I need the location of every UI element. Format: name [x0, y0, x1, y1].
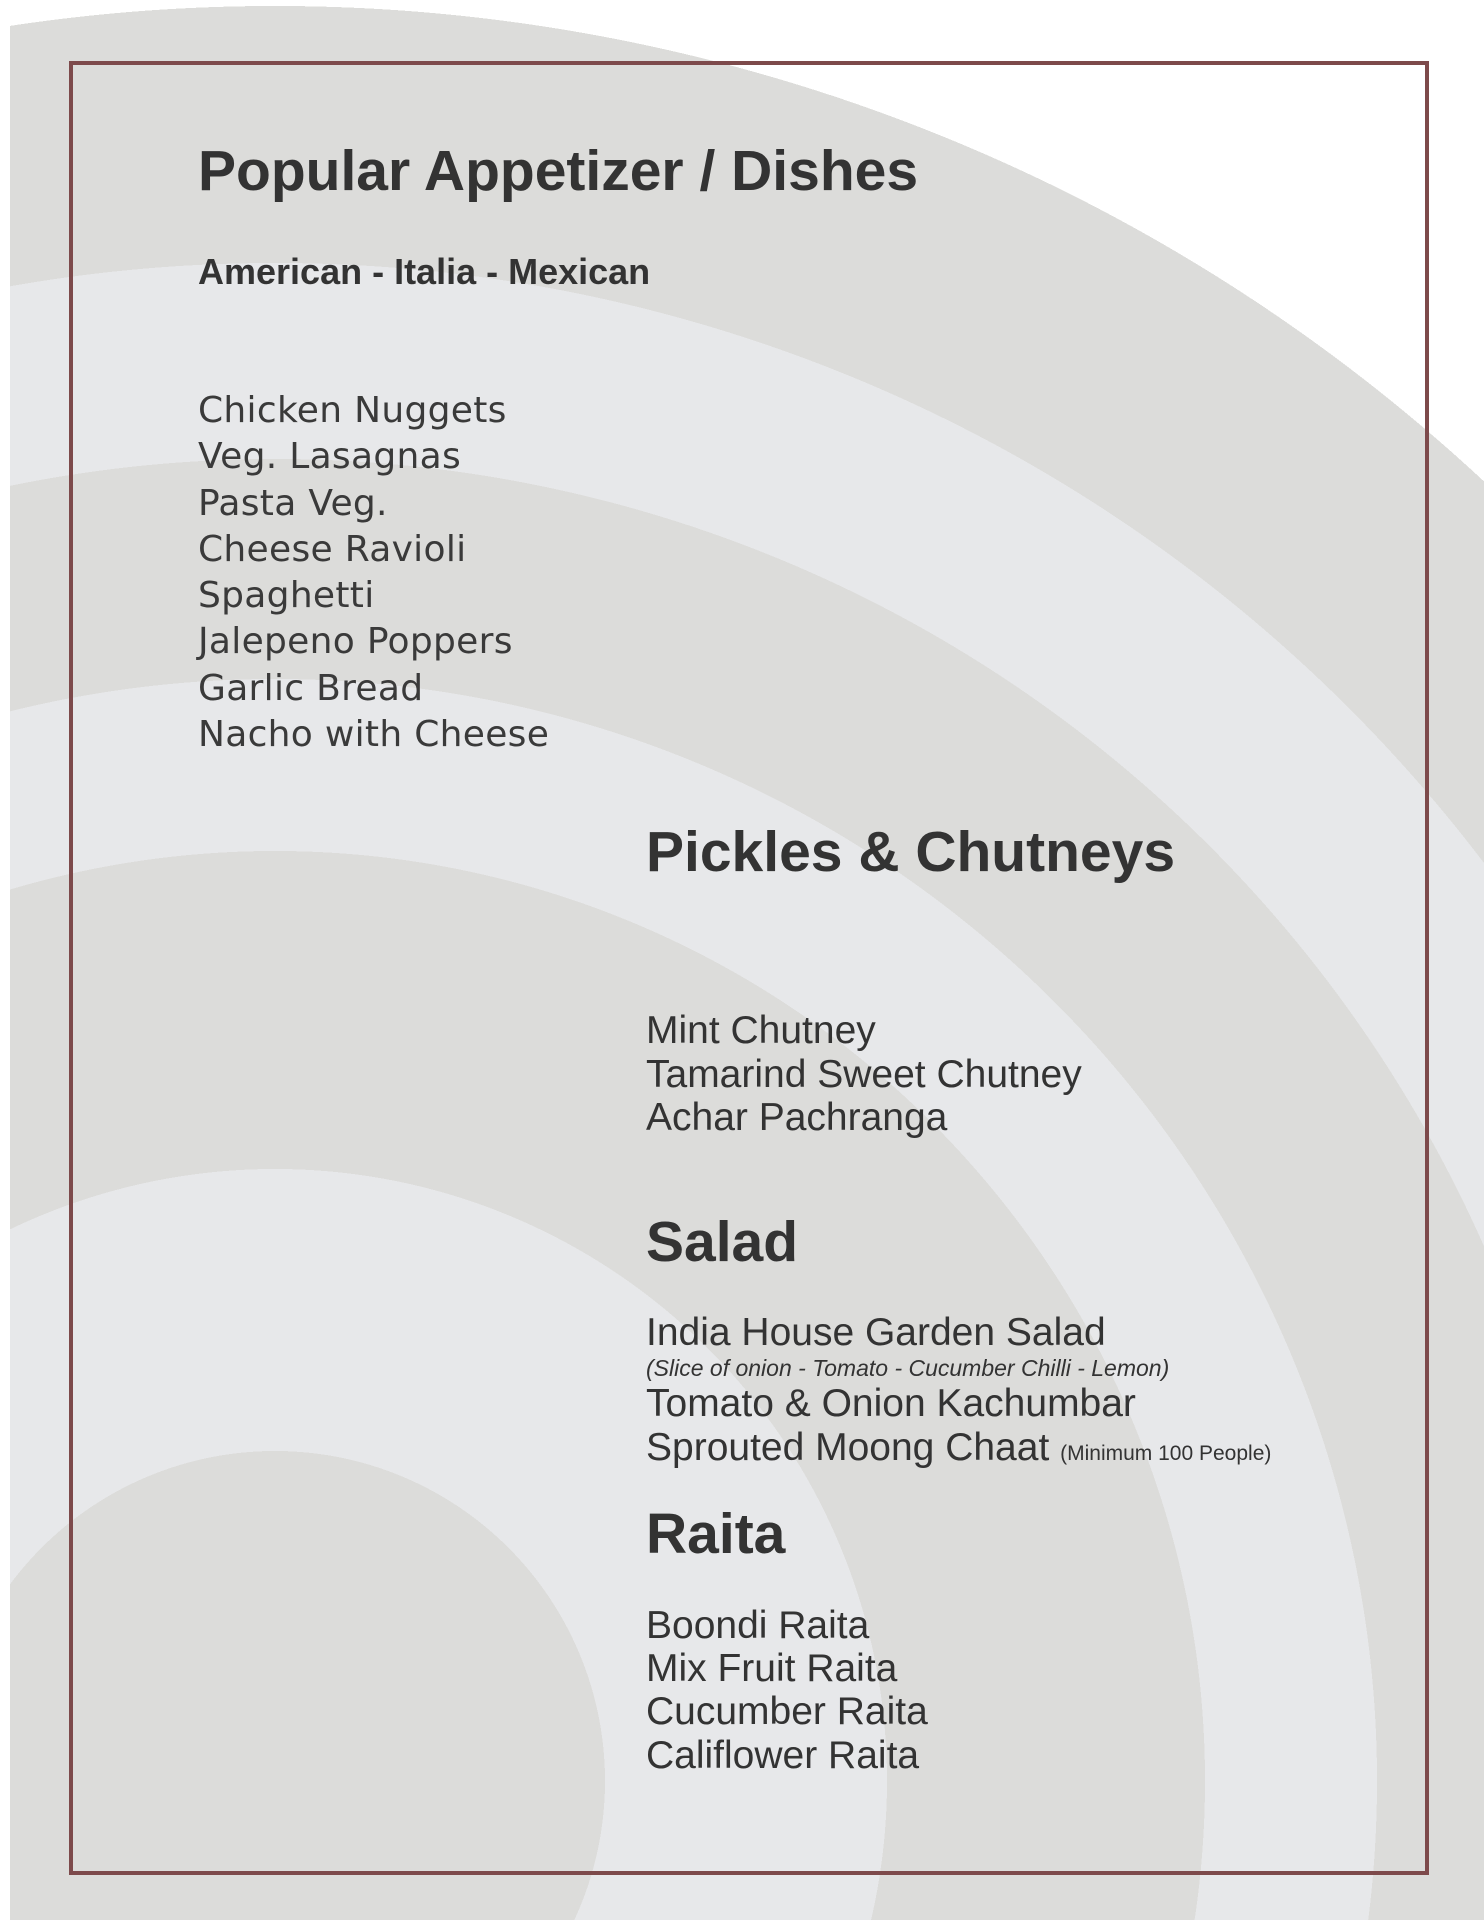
list-item: Cucumber Raita: [646, 1690, 928, 1734]
appetizers-list: [198, 388, 549, 758]
list-item: Cheese Ravioli: [198, 528, 467, 570]
list-item: Mint Chutney: [646, 1009, 876, 1052]
menu-border: [69, 61, 1429, 1875]
list-item: Spaghetti: [198, 575, 375, 617]
appetizers-title: Popular Appetizer / Dishes: [198, 139, 919, 203]
list-item: Tamarind Sweet Chutney: [646, 1052, 1082, 1096]
salad-title: Salad: [646, 1210, 799, 1274]
salad-item-note: (Minimum 100 People): [1060, 1442, 1272, 1465]
list-item: Veg. Lasagnas: [198, 436, 462, 478]
list-item: Califlower Raita: [646, 1733, 920, 1777]
list-item: Boondi Raita: [646, 1604, 870, 1647]
pickles-title: Pickles & Chutneys: [646, 820, 1176, 884]
raita-title: Raita: [646, 1502, 786, 1566]
list-item: Achar Pachranga: [646, 1096, 948, 1139]
list-item: Pasta Veg.: [198, 482, 388, 524]
list-item: Mix Fruit Raita: [646, 1647, 898, 1691]
raita-list: [646, 1604, 928, 1777]
list-item: Nacho with Cheese: [198, 714, 550, 756]
list-item: Garlic Bread: [198, 667, 424, 709]
list-item: [646, 1428, 1271, 1467]
salad-item-label: Sprouted Moong Chaat: [646, 1426, 1050, 1469]
salad-item-note: (Slice of onion - Tomato - Cucumber Chilli - Lemon): [646, 1355, 1170, 1381]
list-item: Chicken Nuggets: [198, 390, 507, 431]
pickles-list: [646, 1009, 1082, 1140]
list-item: Jalepeno Poppers: [198, 621, 513, 663]
list-item: India House Garden Salad: [646, 1311, 1106, 1354]
appetizers-subtitle: American - Italia - Mexican: [198, 251, 651, 292]
list-item: Tomato & Onion Kachumbar: [646, 1382, 1136, 1425]
